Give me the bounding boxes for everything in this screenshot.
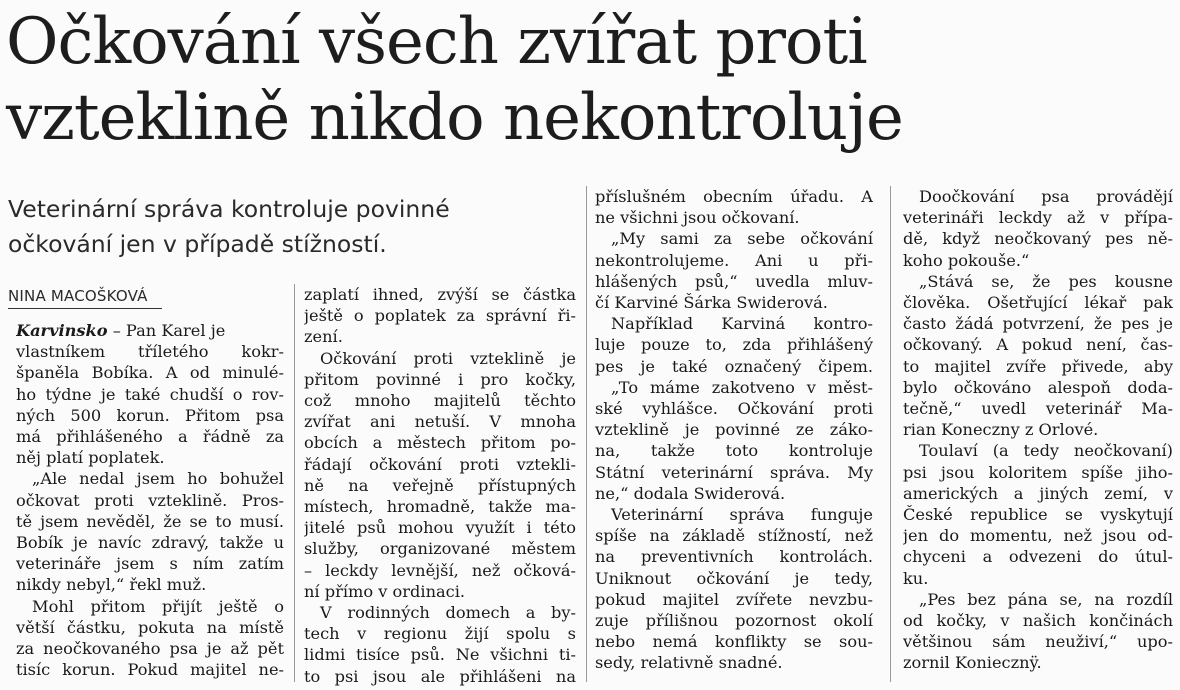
text-line: ní přímo v ordinaci.: [304, 581, 466, 601]
text-line: to majitel zvíře přivede, aby: [903, 356, 1173, 376]
text-line: Mohl přitom přijít ještě o: [32, 596, 284, 616]
text-line: veterináře jsem s ním zatím: [16, 554, 284, 574]
headline-line-2: vzteklině nikdo nekontroluje: [6, 81, 903, 155]
text-line: jitelé psů mohou využít i této: [304, 518, 576, 538]
text-line: příslušném obecním úřadu. A: [595, 187, 873, 206]
text-line: veterináři leckdy až v přípa-: [903, 208, 1173, 228]
text-line: zaplatí ihned, zvýší se částka: [304, 285, 576, 304]
text-line: od kočky, v našich končinách: [903, 611, 1173, 631]
column-rule-1: [294, 284, 295, 682]
text-line: řádají očkování proti vztekli-: [304, 454, 576, 474]
text-line: – leckdy levnější, než očková-: [304, 560, 576, 580]
text-line: nekontrolujeme. Ani u při-: [595, 250, 873, 270]
article-column-4: [903, 186, 1173, 674]
lede-line-1: Veterinární správa kontroluje povinné: [8, 195, 450, 223]
dateline-place: Karvinsko: [16, 321, 108, 340]
text-line: sedy, relativně snadné.: [595, 653, 783, 673]
text-line: Veterinární správa funguje: [611, 505, 873, 525]
text-line: očkovaný. A pokud není, čas-: [903, 335, 1173, 355]
article-column-3: [595, 186, 873, 674]
text-line: ně na veřejně přístupných: [304, 475, 576, 495]
headline-line-1: Očkování všech zvířat proti: [6, 5, 867, 79]
text-line: tisíc korun. Pokud majitel ne-: [16, 660, 284, 680]
text-line: spíše na základě stížností, než: [595, 526, 873, 546]
text-line: „Ale nedal jsem ho bohužel: [32, 469, 284, 489]
text-line: V rodinných domech a by-: [320, 603, 576, 623]
text-line: dě, když neočkovaný pes ně-: [903, 229, 1173, 249]
text-line: amerických a jiných zemí, v: [903, 483, 1173, 503]
text-line: zornil Koniecznÿ.: [903, 653, 1042, 673]
text-line: většinou sám neuživí,“ upo-: [903, 632, 1173, 652]
text-line-rest: – Pan Karel je: [107, 321, 226, 340]
text-line: Očkování proti vzteklině je: [320, 348, 576, 368]
text-line: bylo očkováno alespoň doda-: [903, 377, 1173, 397]
text-line: „My sami za sebe očkování: [611, 229, 873, 249]
text-line: jen do momentu, než jsou od-: [903, 526, 1173, 546]
text-line: ku.: [903, 568, 929, 588]
text-line: často žádá potvrzení, že pes je: [903, 314, 1173, 334]
text-line: něj platí poplatek.: [16, 448, 165, 468]
text-line: pes je také označený čipem.: [595, 356, 873, 376]
text-line: obcích a městech přitom po-: [304, 433, 576, 453]
text-line: vzteklině je povinné ze záko-: [595, 420, 873, 440]
lede: [8, 192, 598, 262]
text-line: služby, organizované městem: [304, 539, 576, 559]
text-line: České republice se vyskytují: [903, 505, 1173, 525]
column-rule-2: [586, 186, 587, 682]
text-line: luje pouze to, zda přihlášený: [595, 335, 873, 355]
text-line: člověka. Ošetřující lékař pak: [903, 293, 1173, 313]
text-line: tech v regionu žijí spolu s: [304, 624, 576, 644]
text-line: čí Karviné Šárka Swiderová.: [595, 293, 828, 313]
text-line: přitom povinné i pro kočky,: [304, 369, 576, 389]
text-line: chyceni a odvezeni do útul-: [903, 547, 1173, 567]
text-line: zení.: [304, 327, 343, 347]
text-line: lidmi tisíce psů. Ne všichni ti-: [304, 645, 576, 665]
byline: NINA MACOŠKOVÁ: [8, 286, 162, 309]
text-line: „Stává se, že pes kousne: [919, 271, 1173, 291]
text-line: ne,“ dodala Swiderová.: [595, 483, 786, 503]
text-line: očkovat proti vzteklině. Pros-: [16, 490, 284, 510]
article-column-2: [304, 284, 576, 687]
text-line: nebo nemá konflikty se sou-: [595, 632, 873, 652]
lede-line-2: očkování jen v případě stížností.: [8, 230, 387, 258]
text-line: Doočkování psa provádějí: [919, 187, 1173, 206]
text-line: větší částku, pokuta na místě: [16, 617, 284, 637]
text-line: pokud majitel zvířete nevzbu-: [595, 589, 873, 609]
text-line: [16, 320, 284, 341]
text-line: zvířat ani netuší. V mnoha: [304, 412, 576, 432]
text-line: ných 500 korun. Přitom psa: [16, 405, 284, 425]
text-line: místech, hromadně, takže ma-: [304, 497, 576, 517]
text-line: španěla Bobíka. A od minulé-: [16, 363, 284, 383]
text-line: ještě o poplatek za správní ři-: [304, 306, 576, 326]
text-line: zuje přílišnou pozornost okolí: [595, 611, 873, 631]
text-line: ne všichni jsou očkovaní.: [595, 208, 800, 228]
text-line: ské vyhlášce. Očkování proti: [595, 399, 873, 419]
text-line: na preventivních kontrolách.: [595, 547, 873, 567]
text-line: nikdy nebyl,“ řekl muž.: [16, 575, 207, 595]
text-line: za neočkovaného psa je až pět: [16, 639, 284, 659]
text-line: koho pokouše.“: [903, 250, 1030, 270]
text-line: Například Karviná kontro-: [611, 314, 873, 334]
text-line: Toulaví (a tedy neočkovaní): [919, 441, 1173, 461]
text-line: tečně,“ uvedl veterinář Ma-: [903, 399, 1173, 419]
text-line: což mnoho majitelů těchto: [304, 391, 576, 411]
text-line: vlastníkem tříletého kokr-: [16, 342, 284, 362]
text-line: psi jsou koloritem spíše jiho-: [903, 462, 1173, 482]
text-line: „To máme zakotveno v měst-: [611, 377, 873, 397]
text-line: tě jsem nevěděl, že se to musí.: [16, 511, 284, 531]
text-line: to psi jsou ale přihlášeni na: [304, 666, 576, 686]
text-line: Státní veterinární správa. My: [595, 462, 873, 482]
headline: [6, 4, 1176, 156]
text-line: rian Koneczny z Orlové.: [903, 420, 1099, 440]
text-line: hlášených psů,“ uvedla mluv-: [595, 271, 873, 291]
text-line: na, takže toto kontroluje: [595, 441, 873, 461]
text-line: Uniknout očkování je tedy,: [595, 568, 873, 588]
text-line: Bobík je navíc zdravý, takže u: [16, 533, 284, 553]
text-line: ho týdne je také chudší o rov-: [16, 384, 284, 404]
column-rule-3: [890, 186, 891, 682]
article-column-1: [16, 320, 284, 680]
text-line: „Pes bez pána se, na rozdíl: [919, 589, 1173, 609]
text-line: má přihlášeného a řádně za: [16, 427, 284, 447]
